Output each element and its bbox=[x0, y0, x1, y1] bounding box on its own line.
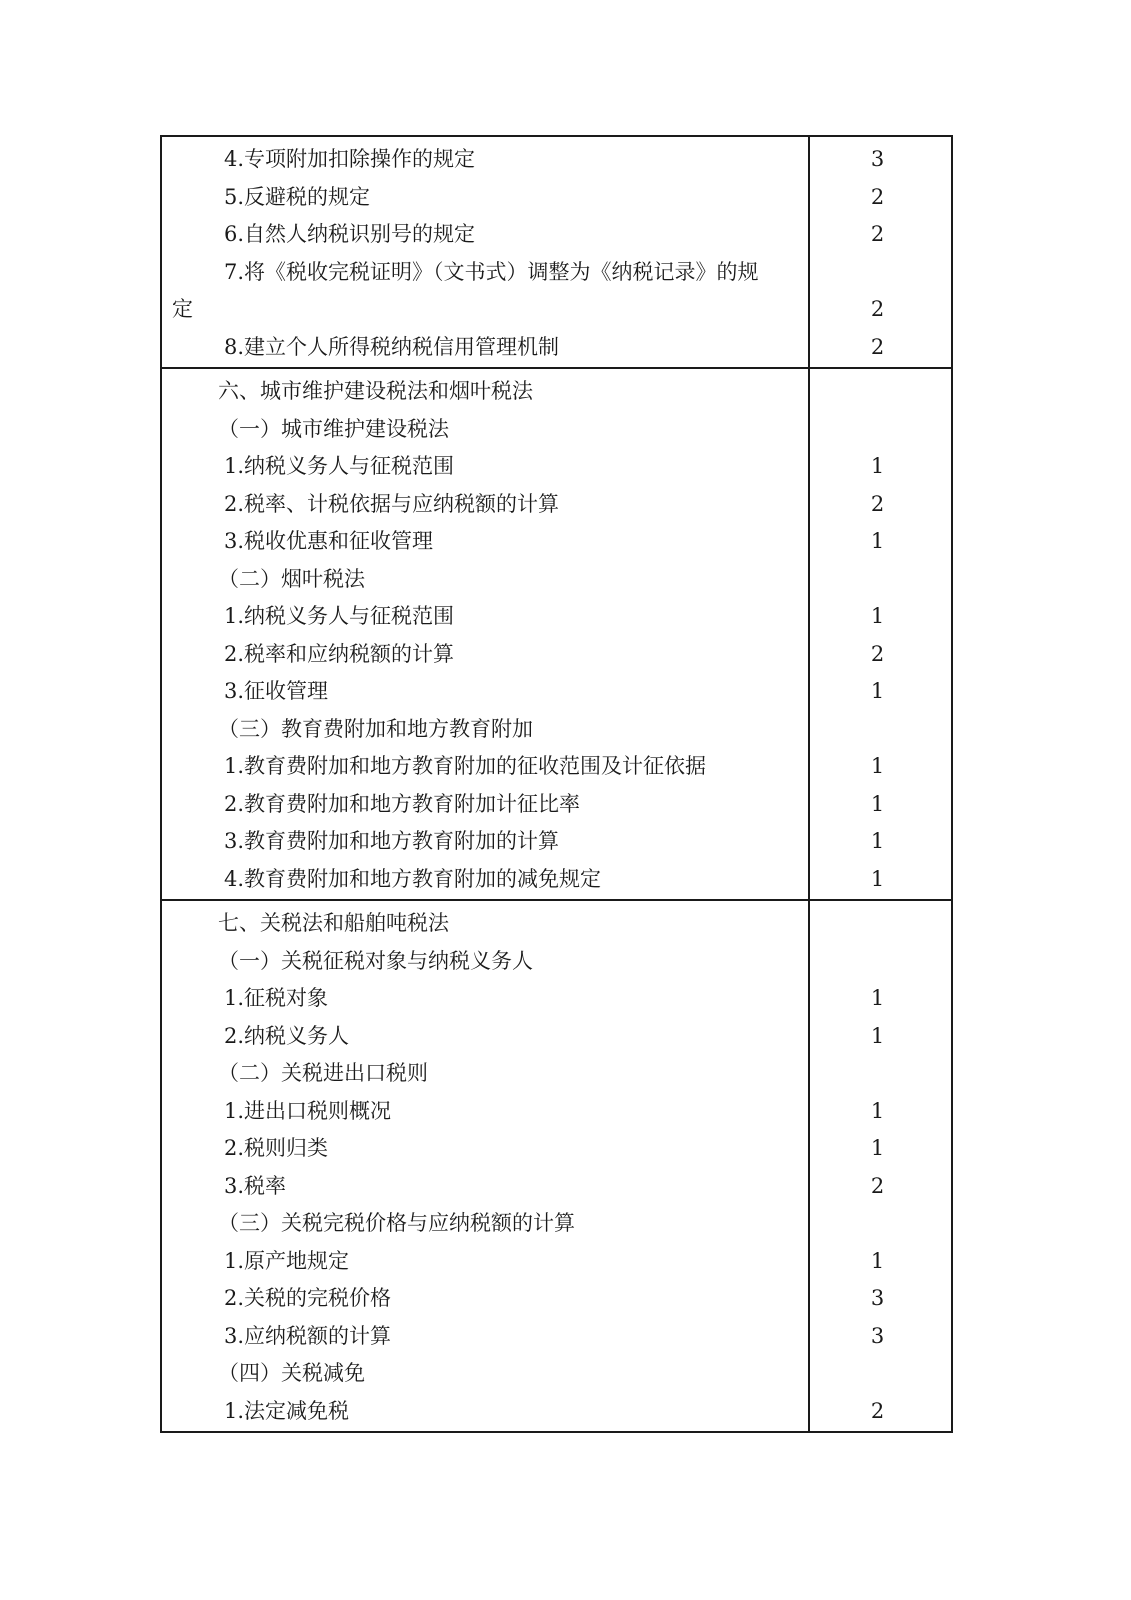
topic-item: 定 bbox=[172, 297, 193, 321]
score-value: 2 bbox=[870, 222, 885, 246]
score-value bbox=[810, 711, 951, 749]
topic-item: （三）教育费附加和地方教育附加 bbox=[218, 716, 533, 741]
topic-column bbox=[162, 137, 810, 367]
topic-item: （二）关税进出口税则 bbox=[218, 1061, 428, 1085]
topic-item: 1.法定减免税 bbox=[224, 1398, 350, 1423]
topic-item: 2.税率和应纳税额的计算 bbox=[224, 641, 455, 666]
score-value: 2 bbox=[870, 184, 885, 209]
score-value bbox=[810, 411, 951, 449]
table-section bbox=[162, 369, 951, 901]
score-value bbox=[810, 373, 951, 411]
score-value bbox=[810, 905, 951, 943]
topic-item: 1.教育费附加和地方教育附加的征收范围及计征依据 bbox=[224, 754, 707, 778]
score-column bbox=[810, 137, 951, 367]
topic-item: 1.原产地规定 bbox=[224, 1248, 350, 1273]
score-column bbox=[810, 901, 951, 1431]
topic-item: 4.教育费附加和地方教育附加的减免规定 bbox=[224, 866, 602, 891]
topic-item: 3.教育费附加和地方教育附加的计算 bbox=[224, 829, 560, 853]
topic-item: 3.税收优惠和征收管理 bbox=[224, 529, 434, 553]
table-section bbox=[162, 137, 951, 369]
score-value: 1 bbox=[870, 1248, 885, 1273]
topic-item: 4.专项附加扣除操作的规定 bbox=[224, 147, 476, 171]
topic-column bbox=[162, 369, 810, 899]
score-value: 2 bbox=[870, 1173, 885, 1198]
topic-item: 3.征收管理 bbox=[224, 679, 329, 703]
score-value: 3 bbox=[870, 147, 885, 171]
score-value: 1 bbox=[870, 529, 885, 553]
score-value: 1 bbox=[870, 604, 885, 628]
topic-item: 3.税率 bbox=[224, 1173, 287, 1198]
score-value bbox=[810, 254, 951, 292]
score-value: 2 bbox=[870, 334, 885, 359]
score-value bbox=[810, 1355, 951, 1393]
score-value: 2 bbox=[870, 297, 885, 321]
score-value bbox=[810, 943, 951, 981]
topic-item: 1.征税对象 bbox=[224, 986, 329, 1010]
topic-item: 6.自然人纳税识别号的规定 bbox=[224, 222, 476, 246]
topic-item: 六、城市维护建设税法和烟叶税法 bbox=[218, 379, 533, 403]
topic-item: （三）关税完税价格与应纳税额的计算 bbox=[218, 1211, 575, 1235]
score-value: 1 bbox=[870, 1023, 885, 1048]
score-value: 2 bbox=[870, 641, 885, 666]
topic-item: （一）关税征税对象与纳税义务人 bbox=[218, 948, 533, 973]
score-value: 1 bbox=[870, 866, 885, 891]
table-section bbox=[162, 901, 951, 1431]
score-value: 1 bbox=[870, 986, 885, 1010]
topic-item: 1.进出口税则概况 bbox=[224, 1098, 392, 1123]
score-value: 2 bbox=[870, 491, 885, 516]
score-value: 1 bbox=[870, 791, 885, 816]
score-value: 3 bbox=[870, 1286, 885, 1310]
syllabus-table bbox=[160, 135, 953, 1433]
topic-item: 七、关税法和船舶吨税法 bbox=[218, 911, 449, 935]
score-value: 1 bbox=[870, 454, 885, 478]
topic-item: （一）城市维护建设税法 bbox=[218, 416, 449, 441]
score-value: 1 bbox=[870, 829, 885, 853]
score-value: 1 bbox=[870, 754, 885, 778]
topic-item: 2.税率、计税依据与应纳税额的计算 bbox=[224, 491, 560, 516]
topic-item: （二）烟叶税法 bbox=[218, 566, 365, 591]
score-value: 1 bbox=[870, 1098, 885, 1123]
topic-item: 1.纳税义务人与征税范围 bbox=[224, 454, 455, 478]
score-column bbox=[810, 369, 951, 899]
score-value: 1 bbox=[870, 679, 885, 703]
topic-item: 2.纳税义务人 bbox=[224, 1023, 350, 1048]
score-value bbox=[810, 561, 951, 599]
score-value: 2 bbox=[870, 1398, 885, 1423]
score-value: 3 bbox=[870, 1323, 885, 1348]
topic-item: 1.纳税义务人与征税范围 bbox=[224, 604, 455, 628]
topic-item: 5.反避税的规定 bbox=[224, 184, 371, 209]
score-value: 1 bbox=[870, 1136, 885, 1160]
topic-column bbox=[162, 901, 810, 1431]
topic-item: （四）关税减免 bbox=[218, 1361, 365, 1385]
topic-item: 3.应纳税额的计算 bbox=[224, 1323, 392, 1348]
topic-item: 8.建立个人所得税纳税信用管理机制 bbox=[224, 334, 560, 359]
score-value bbox=[810, 1055, 951, 1093]
topic-item: 2.税则归类 bbox=[224, 1136, 329, 1160]
score-value bbox=[810, 1205, 951, 1243]
topic-item: 7.将《税收完税证明》（文书式）调整为《纳税记录》的规 bbox=[224, 259, 759, 284]
topic-item: 2.关税的完税价格 bbox=[224, 1286, 392, 1310]
topic-item: 2.教育费附加和地方教育附加计征比率 bbox=[224, 791, 581, 816]
